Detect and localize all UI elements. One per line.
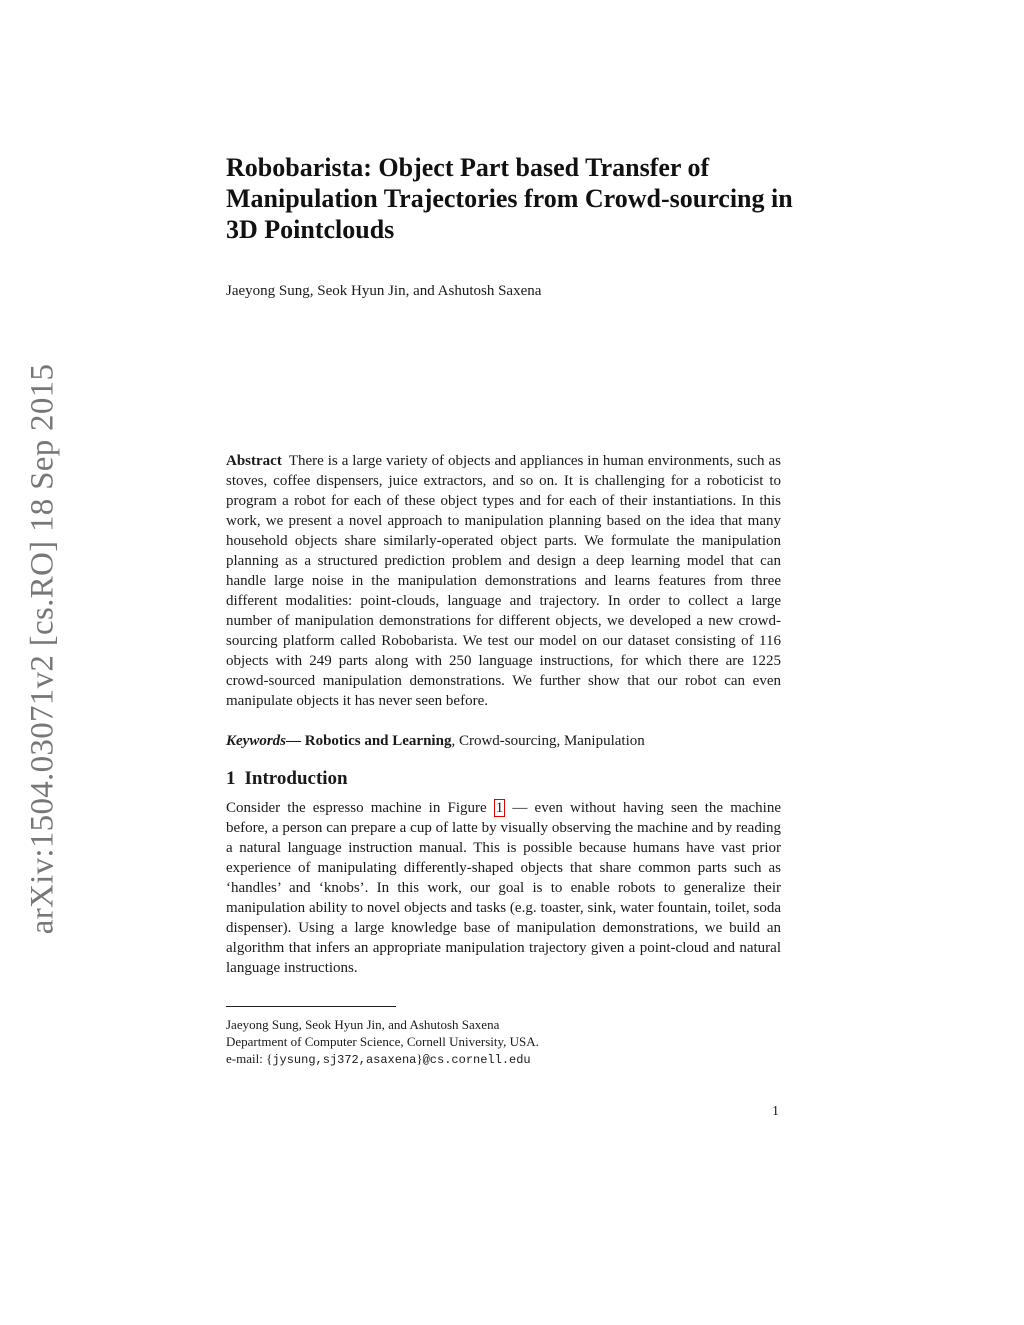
arxiv-identifier: arXiv:1504.03071v2 [cs.RO] 18 Sep 2015 bbox=[24, 363, 61, 935]
footnote-email-users: jysung,sj372,asaxena bbox=[272, 1053, 417, 1067]
keyword-primary: Robotics and Learning bbox=[304, 733, 452, 749]
section-title: Introduction bbox=[244, 768, 348, 789]
keywords-label: Keywords bbox=[226, 733, 286, 749]
arxiv-sidebar bbox=[20, 354, 66, 944]
footnote-authors: Jaeyong Sung, Seok Hyun Jin, and Ashutosh Saxena bbox=[226, 1017, 500, 1032]
introduction-paragraph bbox=[226, 798, 781, 978]
section-number: 1 bbox=[226, 768, 236, 789]
footnote-email-domain: @cs.cornell.edu bbox=[422, 1053, 531, 1067]
intro-text-start: Consider the espresso machine in Figure bbox=[226, 800, 494, 816]
abstract bbox=[226, 451, 781, 711]
paper-authors: Jaeyong Sung, Seok Hyun Jin, and Ashutosh Saxena bbox=[226, 283, 542, 299]
page-number: 1 bbox=[772, 1104, 779, 1119]
figure-1-link[interactable]: 1 bbox=[495, 800, 504, 816]
keywords-dash: — bbox=[286, 733, 301, 749]
keywords-rest: , Crowd-sourcing, Manipulation bbox=[451, 733, 645, 749]
footnote-email-label: e-mail: bbox=[226, 1051, 267, 1066]
keywords bbox=[226, 731, 781, 751]
footnote-affiliation: Department of Computer Science, Cornell University, USA. bbox=[226, 1034, 539, 1049]
footnote-divider bbox=[226, 1006, 396, 1007]
footnote bbox=[226, 1016, 781, 1069]
section-heading-introduction bbox=[226, 768, 348, 790]
intro-text-rest: — even without having seen the machine before, a person can prepare a cup of latte by visually observing the machine and by reading a natural language instruction manual. This is possible because humans have vast prior experience of manipulating differently-shaped objects that share common parts such as ‘handles’ and ‘knobs’. In this work, our goal is to enable robots to generalize their manipulation ability to novel objects and tasks (e.g. toaster, sink, water fountain, toilet, soda dispenser). Using a large knowledge base of manipulation demonstrations, we build an algorithm that infers an appropriate manipulation trajectory given a point-cloud and natural language instructions. bbox=[226, 800, 782, 976]
abstract-label: Abstract bbox=[226, 453, 282, 469]
email-brace-close: } bbox=[416, 1051, 423, 1066]
abstract-text: There is a large variety of objects and appliances in human environments, such as stoves, coffee dispensers, juice extractors, and so on. It is challenging for a roboticist to program a robot for each of these object types and for each of their instantiations. In this work, we present a novel approach to manipulation planning based on the idea that many household objects share similarly-operated object parts. We formulate the manipulation planning as a structured prediction problem and design a deep learning model that can handle large noise in the manipulation demonstrations and learns features from three different modalities: point-clouds, language and trajectory. In order to collect a large number of manipulation demonstrations for different objects, we developed a new crowd-sourcing platform called Robobarista. We test our model on our dataset consisting of 116 objects with 249 parts along with 250 language instructions, for which there are 1225 crowd-sourced manipulation demonstrations. We further show that our robot can even manipulate objects it has never seen before. bbox=[226, 453, 781, 709]
email-brace-open: { bbox=[266, 1051, 273, 1066]
paper-title: Robobarista: Object Part based Transfer of Manipulation Trajectories from Crowd-sourcing in 3D Pointclouds bbox=[226, 153, 793, 244]
